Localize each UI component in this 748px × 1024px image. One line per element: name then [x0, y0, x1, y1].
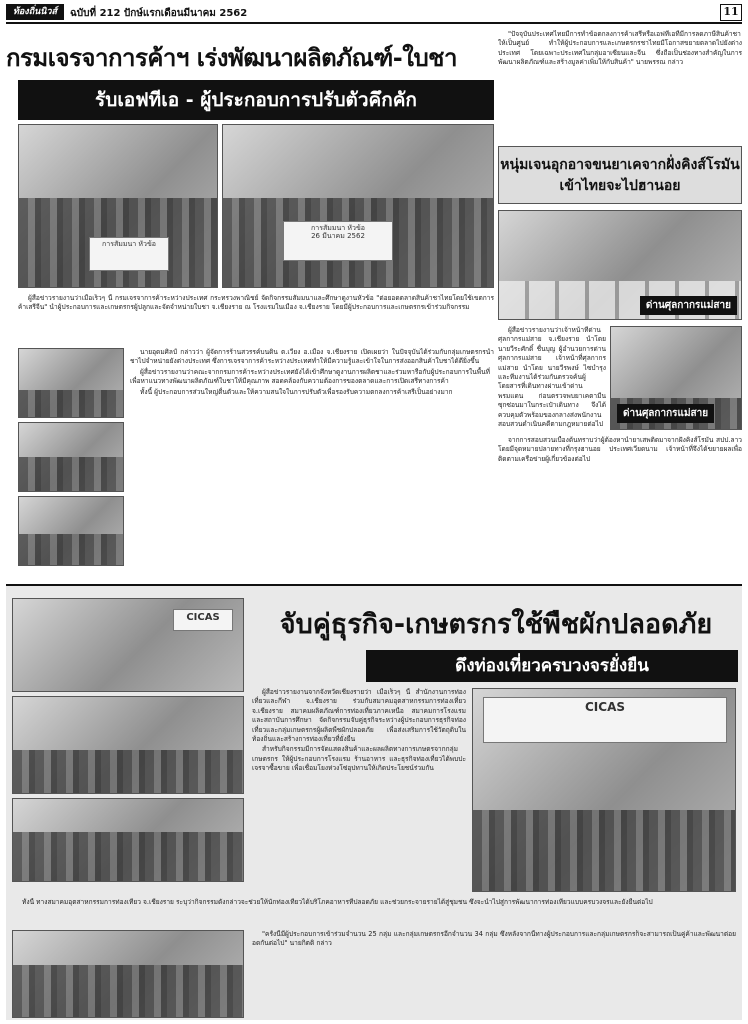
photo-panelists [473, 810, 735, 891]
photo-machinery [19, 534, 123, 565]
headline-tea-trade: กรมเจรจาการค้าฯ เร่งพัฒนาผลิตภัณฑ์-ใบชา [6, 44, 457, 72]
article-body-text [130, 348, 494, 566]
right-column [498, 30, 742, 568]
article-business-matching [6, 584, 742, 1020]
subheadline-tea-trade: รับเอฟทีเอ - ผู้ประกอบการปรับตัวคึกคัก [18, 80, 494, 120]
side-headline-drug-smuggling: หนุ่มเจนอุกอาจขนยาเคจากฝั่งคิงส์โรมันเข้าไทยจะไปฮานอย [498, 146, 742, 204]
masthead [6, 4, 742, 24]
paragraph: จากการสอบสวนเบื้องต้นทราบว่าผู้ต้องหานำยาเสพติดมาจากฝั่งคิงส์โรมัน สปป.ลาว โดยมีจุดหมายปลายทางที่กรุงฮานอย ประเทศเวียดนาม เจ้าหน้าที่จึงได้ขยายผลเพื่อติดตามเครือข่ายผู้เกี่ยวข้องต่อไป [498, 436, 742, 463]
paragraph: ผู้สื่อข่าวรายงานจากจังหวัดเชียงรายว่า เมื่อเร็วๆ นี้ สำนักงานการท่องเที่ยวและกีฬา จ.เชียงราย ร่วมกับสมาคมอุตสาหกรรมการท่องเที่ยว จ.เชียงราย สมาคมผลิตภัณฑ์การท่องเที่ยวภาคเหนือ สมาคมการโรงแรมและสถาบันการศึกษา จัดกิจกรรมจับคู่ธุรกิจระหว่างผู้ประกอบการธุรกิจท่องเที่ยวและกลุ่มเกษตรกรผู้ผลิตพืชผักปลอดภัย เพื่อส่งเสริมการใช้วัตถุดิบในท้องถิ่นและสร้างการท่องเที่ยวที่ยั่งยืน [252, 688, 466, 744]
photo-customs-checkpoint [610, 326, 742, 430]
photo-banner-title: การสัมมนา หัวข้อ [311, 224, 365, 232]
article-lead-text [18, 294, 494, 344]
photo-tag-customs: ด่านศุลกากรแม่สาย [617, 404, 714, 423]
paragraph: ทั้งนี้ ผู้ประกอบการส่วนใหญ่ตื่นตัวและให้ความสนใจในการปรับตัวเพื่อรองรับความตกลงการค้าเสรีเป็นอย่างมาก [140, 387, 453, 396]
newspaper-logo: ท้องถิ่นนิวส์ [6, 4, 64, 20]
paragraph: "ปัจจุบันประเทศไทยมีการทำข้อตกลงการค้าเสรีหรือเอฟทีเอที่มีการลดภาษีสินค้าชาให้เป็นศูนย์ ทำให้ผู้ประกอบการและเกษตรกรชาไทยมีโอกาสขยายตลาดไปยังต่างประเทศ โดยเฉพาะประเทศในกลุ่มอาเซียนและจีน ซึ่งถือเป็นช่องทางสำคัญในการพัฒนาผลิตภัณฑ์และสร้างมูลค่าเพิ่มให้กับสินค้า" นายพรรณ กล่าว [498, 30, 742, 67]
paragraph: ทั้งนี้ ทางสมาคมอุตสาหกรรมการท่องเที่ยว จ.เชียงราย ระบุว่ากิจกรรมดังกล่าวจะช่วยให้นักท่องเที่ยวได้บริโภคอาหารที่ปลอดภัย และช่วยกระจายรายได้สู่ชุมชน ซึ่งจะนำไปสู่การพัฒนาการท่องเที่ยวแบบครบวงจรและยั่งยืนต่อไป [22, 898, 653, 906]
matching-body-text-bottom [252, 930, 736, 1018]
photo-tea-processing [18, 422, 124, 492]
headline-business-matching: จับคู่ธุรกิจ-เกษตรกรใช้พืชผักปลอดภัย [279, 609, 713, 640]
page-number: 11 [720, 4, 742, 21]
stage-backdrop: CICAS [483, 697, 727, 743]
photo-cicas-banner [12, 598, 244, 692]
paragraph: นายอุดมศิลป์ กล่าวว่า ผู้จัดการร้านสวรรค์บนดิน ต.เวียง อ.เมือง จ.เชียงราย เปิดเผยว่า ในปัจจุบันได้ร่วมกับกลุ่มเกษตรกรนำชาไปจำหน่ายยังต่างประเทศ ซึ่งการเจรจาการค้าระหว่างประเทศทำให้มีความรู้และเข้าใจในการส่งออกสินค้าใบชาได้ดียิ่งขึ้น [130, 348, 494, 366]
drug-article-text-left [498, 326, 606, 434]
paragraph: ผู้สื่อข่าวรายงานว่าคณะจากกรมการค้าระหว่างประเทศยังได้เข้าศึกษาดูงานการผลิตชาและร่วมหารือกับผู้ประกอบการในพื้นที่ เพื่อหาแนวทางพัฒนาผลิตภัณฑ์ใบชาให้มีคุณภาพ สอดคล้องกับความต้องการของตลาดและการเปิดเสรีทางการค้า [130, 367, 490, 386]
photo-tea-rows [19, 390, 123, 417]
photo-farmers-booth [12, 930, 244, 1018]
photo-farmers [13, 965, 243, 1017]
issue-line: ฉบับที่ 212 ปักษ์แรกเดือนมีนาคม 2562 [70, 8, 248, 19]
drug-article-text-bottom [498, 436, 742, 568]
cicas-banner: CICAS [173, 609, 233, 631]
paragraph: สำหรับกิจกรรมมีการจัดแสดงสินค้าและผลผลิตทางการเกษตรจากกลุ่มเกษตรกร ให้ผู้ประกอบการโรงแรม ร้านอาหาร และธุรกิจท่องเที่ยวได้พบปะเจรจาซื้อขาย เพื่อเชื่อมโยงห่วงโซ่อุปทานให้เกิดประโยชน์ร่วมกัน [252, 745, 466, 773]
paragraph: ผู้สื่อข่าวรายงานว่าเมื่อเร็วๆ นี้ กรมเจรจาการค้าระหว่างประเทศ กระทรวงพาณิชย์ จัดกิจกรรมสัมมนาและศึกษาดูงานหัวข้อ "ต่อยอดตลาดสินค้าชาไทยโดยใช้เขตการค้าเสรีจีน" นำผู้ประกอบการและเกษตรกรผู้ปลูกและจัดจำหน่ายใบชา จ.เชียงราย ณ โรงแรมในเมือง จ.เชียงราย โดยมีผู้ประกอบการและเกษตรกรเข้าร่วมกิจกรรม [18, 294, 494, 312]
photo-banner-date: 26 มีนาคม 2562 [311, 232, 365, 241]
photo-people-at-stall [13, 832, 243, 881]
photo-panel-discussion [472, 688, 736, 892]
photo-banner [283, 221, 393, 261]
photo-audience [13, 750, 243, 793]
photo-banner: การสัมมนา หัวข้อ [89, 237, 169, 271]
subheadline-business-matching: ดึงท่องเที่ยวครบวงจรยั่งยืน [366, 650, 738, 682]
photo-tea-plantation [18, 348, 124, 418]
matching-body-text-wide [12, 898, 736, 926]
matching-body-text [252, 688, 466, 892]
photo-meeting-hall [12, 696, 244, 794]
photo-tag-small: ด่านศุลกากรแม่สาย [640, 296, 737, 315]
photo-group-seminar [18, 124, 218, 288]
photo-vegetable-display [12, 798, 244, 882]
photo-workers [19, 457, 123, 491]
paragraph: ผู้สื่อข่าวรายงานว่าเจ้าหน้าที่ด่านศุลกากรแม่สาย จ.เชียงราย นำโดย นายวีระศักดิ์ ชื่นบุญ ผู้อำนวยการด่านศุลกากรแม่สาย เจ้าหน้าที่ศุลกากรแม่สาย นำโดย นายวีรพงษ์ ไซบำรุง และทีมงานได้ร่วมกันตรวจค้นผู้โดยสารที่เดินทางผ่านเข้าด่านพรมแดน ก่อนตรวจพบยาเคตามีนซุกซ่อนมาในกระเป๋าเดินทาง จึงได้ควบคุมตัวพร้อมของกลางส่งพนักงานสอบสวนดำเนินคดีตามกฎหมายต่อไป [498, 326, 606, 429]
tea-article-continuation [498, 30, 742, 138]
photo-group-delegation [222, 124, 494, 288]
article-tea-trade [6, 28, 494, 568]
photo-seized-bags [498, 210, 742, 320]
paragraph: "ครั้งนี้มีผู้ประกอบการเข้าร่วมจำนวน 25 กลุ่ม และกลุ่มเกษตรกรอีกจำนวน 34 กลุ่ม ซึ่งหลังจากนี้ทางผู้ประกอบการและกลุ่มเกษตรกรก็จะสามารถเป็นคู่ค้าและพัฒนาต่อยอดกันต่อไป" นายกิตติ กล่าว [252, 930, 736, 948]
photo-tea-factory [18, 496, 124, 566]
